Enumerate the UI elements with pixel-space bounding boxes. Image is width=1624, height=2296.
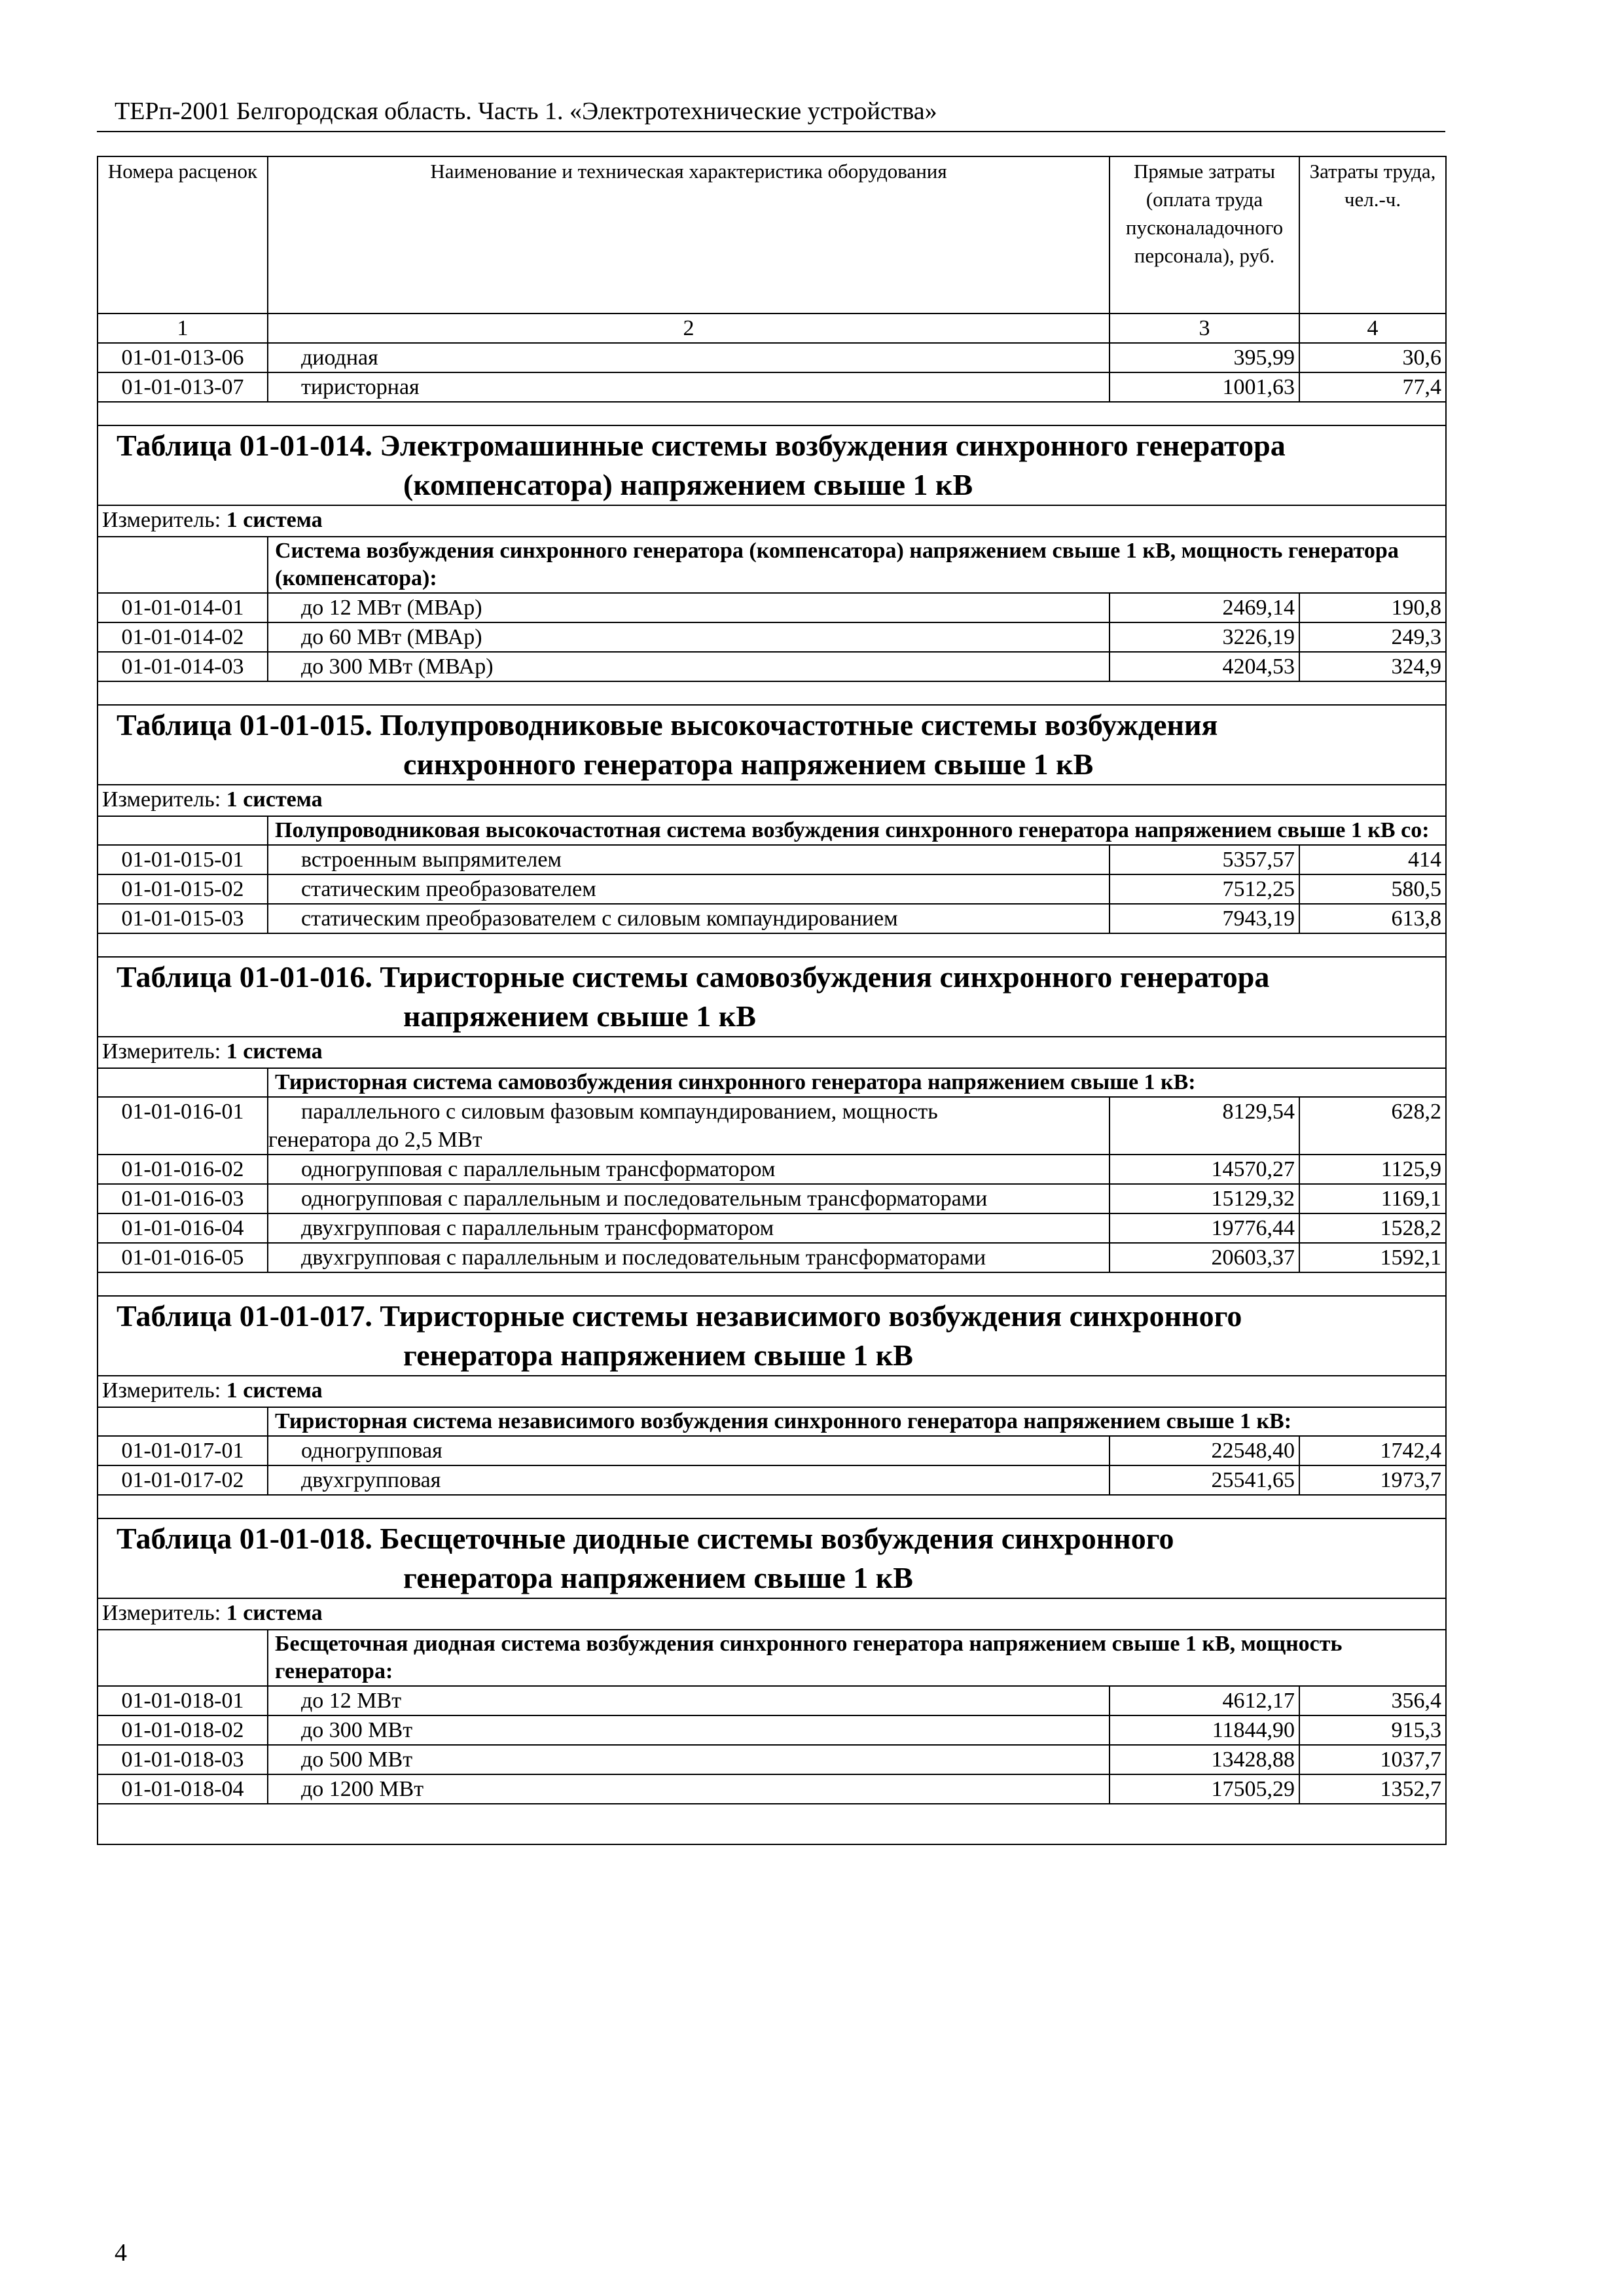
table-title-line1: Таблица 01-01-017. Тиристорные системы независимого возбуждения синхронного <box>117 1299 1242 1333</box>
measure-cell <box>98 505 1446 537</box>
measure-value: 1 система <box>226 1601 323 1625</box>
rate-labor: 1973,7 <box>1299 1465 1446 1495</box>
column-number-row <box>98 314 1446 343</box>
header-rule <box>97 131 1445 132</box>
rate-name <box>268 1097 1110 1155</box>
measure-cell <box>98 1037 1446 1068</box>
group-caption-lead <box>98 1068 268 1097</box>
table-title-cell <box>98 1518 1446 1598</box>
rate-cost: 8129,54 <box>1110 1097 1299 1155</box>
column-header-cost: Прямые затраты (оплата труда пусконаладочного персонала), руб. <box>1110 156 1299 314</box>
rate-row <box>98 1715 1446 1745</box>
group-caption-row <box>98 537 1446 593</box>
rate-code: 01-01-017-01 <box>98 1436 268 1465</box>
column-header-row <box>98 156 1446 314</box>
rate-cost: 5357,57 <box>1110 845 1299 874</box>
rate-name: двухгрупповая <box>268 1465 1110 1495</box>
column-header-labor: Затраты труда, чел.-ч. <box>1299 156 1446 314</box>
rates-sheet <box>97 156 1445 1845</box>
rate-code: 01-01-018-03 <box>98 1745 268 1774</box>
column-number-3: 3 <box>1110 314 1299 343</box>
table-title-line2: напряжением свыше 1 кВ <box>403 999 756 1033</box>
table-title <box>102 706 1441 784</box>
rate-labor: 1528,2 <box>1299 1213 1446 1243</box>
rate-name: статическим преобразователем с силовым компаундированием <box>268 904 1110 933</box>
rate-row <box>98 1774 1446 1804</box>
measure-value: 1 система <box>226 1039 323 1064</box>
rate-labor: 356,4 <box>1299 1686 1446 1715</box>
rate-labor: 1592,1 <box>1299 1243 1446 1272</box>
measure-cell <box>98 1598 1446 1630</box>
table-title-line1: Таблица 01-01-015. Полупроводниковые высокочастотные системы возбуждения <box>117 708 1218 742</box>
rate-row <box>98 874 1446 904</box>
tail-cell <box>98 1804 1446 1844</box>
section-spacer <box>98 933 1446 957</box>
rate-code: 01-01-017-02 <box>98 1465 268 1495</box>
rate-name-line2: генератора до 2,5 МВт <box>268 1128 482 1152</box>
rate-cost: 4204,53 <box>1110 652 1299 681</box>
rate-cost: 13428,88 <box>1110 1745 1299 1774</box>
group-caption-row <box>98 1068 1446 1097</box>
group-caption-lead <box>98 1407 268 1436</box>
spacer-cell <box>98 1495 1446 1518</box>
rate-row <box>98 593 1446 622</box>
table-title-line2: (компенсатора) напряжением свыше 1 кВ <box>403 468 973 501</box>
rate-row <box>98 1155 1446 1184</box>
spacer-cell <box>98 402 1446 425</box>
rate-labor: 580,5 <box>1299 874 1446 904</box>
rate-cost: 11844,90 <box>1110 1715 1299 1745</box>
table-title <box>102 426 1441 505</box>
rate-code: 01-01-015-02 <box>98 874 268 904</box>
rate-labor: 249,3 <box>1299 622 1446 652</box>
rate-code: 01-01-014-03 <box>98 652 268 681</box>
rate-row <box>98 1745 1446 1774</box>
rate-name: встроенным выпрямителем <box>268 845 1110 874</box>
rate-labor: 1352,7 <box>1299 1774 1446 1804</box>
measure-label: Измеритель: <box>102 1378 221 1403</box>
rate-cost: 17505,29 <box>1110 1774 1299 1804</box>
table-title-cell <box>98 705 1446 785</box>
spacer-cell <box>98 1272 1446 1296</box>
rate-labor: 915,3 <box>1299 1715 1446 1745</box>
rate-row <box>98 845 1446 874</box>
section-spacer <box>98 402 1446 425</box>
rate-name: двухгрупповая с параллельным и последовательным трансформаторами <box>268 1243 1110 1272</box>
measure-value: 1 система <box>226 787 323 812</box>
rate-code: 01-01-016-04 <box>98 1213 268 1243</box>
column-number-2: 2 <box>268 314 1110 343</box>
section-spacer <box>98 1495 1446 1518</box>
table-title-row <box>98 1518 1446 1598</box>
rate-name: до 12 МВт <box>268 1686 1110 1715</box>
rate-code: 01-01-016-03 <box>98 1184 268 1213</box>
rate-row <box>98 1686 1446 1715</box>
rate-labor: 77,4 <box>1299 372 1446 402</box>
measure-value: 1 система <box>226 508 323 532</box>
rate-cost: 20603,37 <box>1110 1243 1299 1272</box>
rate-row <box>98 372 1446 402</box>
group-caption-row <box>98 1407 1446 1436</box>
measure-label: Измеритель: <box>102 1039 221 1064</box>
table-title-cell <box>98 425 1446 505</box>
column-header-code: Номера расценок <box>98 156 268 314</box>
running-title: ТЕРп-2001 Белгородская область. Часть 1. «Электротехнические устройства» <box>115 98 937 125</box>
rate-name-line1: параллельного с силовым фазовым компаундированием, мощность <box>301 1100 938 1124</box>
spacer-cell <box>98 681 1446 705</box>
rate-cost: 3226,19 <box>1110 622 1299 652</box>
rate-name: до 300 МВт (МВАр) <box>268 652 1110 681</box>
rate-code: 01-01-014-01 <box>98 593 268 622</box>
column-number-1: 1 <box>98 314 268 343</box>
rate-row <box>98 904 1446 933</box>
rate-labor: 1125,9 <box>1299 1155 1446 1184</box>
column-header-name: Наименование и техническая характеристика оборудования <box>268 156 1110 314</box>
rate-row <box>98 622 1446 652</box>
section-spacer <box>98 1272 1446 1296</box>
table-title-line1: Таблица 01-01-016. Тиристорные системы самовозбуждения синхронного генератора <box>117 960 1270 994</box>
rates-table-body <box>98 156 1446 1844</box>
rate-row <box>98 1184 1446 1213</box>
group-caption-lead <box>98 537 268 593</box>
group-caption: Бесщеточная диодная система возбуждения синхронного генератора напряжением свыше 1 кВ, мощность генератора: <box>268 1630 1446 1686</box>
group-caption: Тиристорная система независимого возбуждения синхронного генератора напряжением свыше 1 кВ: <box>268 1407 1446 1436</box>
rate-cost: 2469,14 <box>1110 593 1299 622</box>
rate-name: до 12 МВт (МВАр) <box>268 593 1110 622</box>
rates-table <box>97 156 1447 1845</box>
measure-row <box>98 785 1446 816</box>
column-number-4: 4 <box>1299 314 1446 343</box>
rate-labor: 1169,1 <box>1299 1184 1446 1213</box>
measure-row <box>98 505 1446 537</box>
group-caption: Полупроводниковая высокочастотная система возбуждения синхронного генератора напряжением свыше 1 кВ со: <box>268 816 1446 845</box>
rate-cost: 1001,63 <box>1110 372 1299 402</box>
rate-name: двухгрупповая с параллельным трансформатором <box>268 1213 1110 1243</box>
table-title-line2: генератора напряжением свыше 1 кВ <box>403 1338 913 1372</box>
group-caption: Тиристорная система самовозбуждения синхронного генератора напряжением свыше 1 кВ: <box>268 1068 1446 1097</box>
rate-cost: 14570,27 <box>1110 1155 1299 1184</box>
rate-labor: 324,9 <box>1299 652 1446 681</box>
rate-labor: 613,8 <box>1299 904 1446 933</box>
measure-cell <box>98 1376 1446 1407</box>
measure-label: Измеритель: <box>102 508 221 532</box>
rate-name: до 60 МВт (МВАр) <box>268 622 1110 652</box>
group-caption-row <box>98 1630 1446 1686</box>
table-title-row <box>98 1296 1446 1376</box>
rate-row <box>98 1436 1446 1465</box>
table-title <box>102 958 1441 1036</box>
measure-label: Измеритель: <box>102 787 221 812</box>
rate-cost: 15129,32 <box>1110 1184 1299 1213</box>
rate-row <box>98 1213 1446 1243</box>
rate-name: одногрупповая с параллельным и последовательным трансформаторами <box>268 1184 1110 1213</box>
rate-code: 01-01-016-01 <box>98 1097 268 1155</box>
rate-name: до 300 МВт <box>268 1715 1110 1745</box>
measure-cell <box>98 785 1446 816</box>
rate-name: одногрупповая <box>268 1436 1110 1465</box>
rate-code: 01-01-013-07 <box>98 372 268 402</box>
section-spacer <box>98 681 1446 705</box>
table-title <box>102 1519 1441 1598</box>
table-title-line1: Таблица 01-01-018. Бесщеточные диодные системы возбуждения синхронного <box>117 1522 1174 1555</box>
rate-row <box>98 343 1446 372</box>
rate-cost: 7512,25 <box>1110 874 1299 904</box>
rate-code: 01-01-015-03 <box>98 904 268 933</box>
rate-labor: 1742,4 <box>1299 1436 1446 1465</box>
rate-cost: 4612,17 <box>1110 1686 1299 1715</box>
group-caption: Система возбуждения синхронного генератора (компенсатора) напряжением свыше 1 кВ, мощность генератора (компенсатора): <box>268 537 1446 593</box>
rate-cost: 395,99 <box>1110 343 1299 372</box>
rate-code: 01-01-018-04 <box>98 1774 268 1804</box>
table-title-line1: Таблица 01-01-014. Электромашинные системы возбуждения синхронного генератора <box>117 429 1286 462</box>
table-title-line2: синхронного генератора напряжением свыше 1 кВ <box>403 747 1094 781</box>
measure-row <box>98 1376 1446 1407</box>
measure-row <box>98 1598 1446 1630</box>
rate-name: одногрупповая с параллельным трансформатором <box>268 1155 1110 1184</box>
table-tail <box>98 1804 1446 1844</box>
table-title-cell <box>98 1296 1446 1376</box>
rate-code: 01-01-015-01 <box>98 845 268 874</box>
measure-value: 1 система <box>226 1378 323 1403</box>
measure-label: Измеритель: <box>102 1601 221 1625</box>
rate-labor: 190,8 <box>1299 593 1446 622</box>
rate-cost: 19776,44 <box>1110 1213 1299 1243</box>
spacer-cell <box>98 933 1446 957</box>
table-title <box>102 1297 1441 1375</box>
rate-code: 01-01-013-06 <box>98 343 268 372</box>
rate-code: 01-01-016-02 <box>98 1155 268 1184</box>
group-caption-lead <box>98 816 268 845</box>
group-caption-lead <box>98 1630 268 1686</box>
rate-labor: 30,6 <box>1299 343 1446 372</box>
measure-row <box>98 1037 1446 1068</box>
table-title-row <box>98 957 1446 1037</box>
rate-row <box>98 1243 1446 1272</box>
rate-name: тиристорная <box>268 372 1110 402</box>
rate-code: 01-01-018-01 <box>98 1686 268 1715</box>
rate-labor: 414 <box>1299 845 1446 874</box>
rate-cost: 22548,40 <box>1110 1436 1299 1465</box>
group-caption-row <box>98 816 1446 845</box>
rate-cost: 25541,65 <box>1110 1465 1299 1495</box>
table-title-line2: генератора напряжением свыше 1 кВ <box>403 1561 913 1594</box>
rate-code: 01-01-016-05 <box>98 1243 268 1272</box>
rate-row <box>98 1097 1446 1155</box>
page-number: 4 <box>115 2239 127 2267</box>
rate-name: диодная <box>268 343 1110 372</box>
rate-cost: 7943,19 <box>1110 904 1299 933</box>
rate-row <box>98 1465 1446 1495</box>
table-title-row <box>98 425 1446 505</box>
rate-name: до 1200 МВт <box>268 1774 1110 1804</box>
rate-name: до 500 МВт <box>268 1745 1110 1774</box>
rate-code: 01-01-014-02 <box>98 622 268 652</box>
rate-labor: 1037,7 <box>1299 1745 1446 1774</box>
table-title-row <box>98 705 1446 785</box>
rate-row <box>98 652 1446 681</box>
rate-code: 01-01-018-02 <box>98 1715 268 1745</box>
table-title-cell <box>98 957 1446 1037</box>
rate-name: статическим преобразователем <box>268 874 1110 904</box>
rate-labor: 628,2 <box>1299 1097 1446 1155</box>
